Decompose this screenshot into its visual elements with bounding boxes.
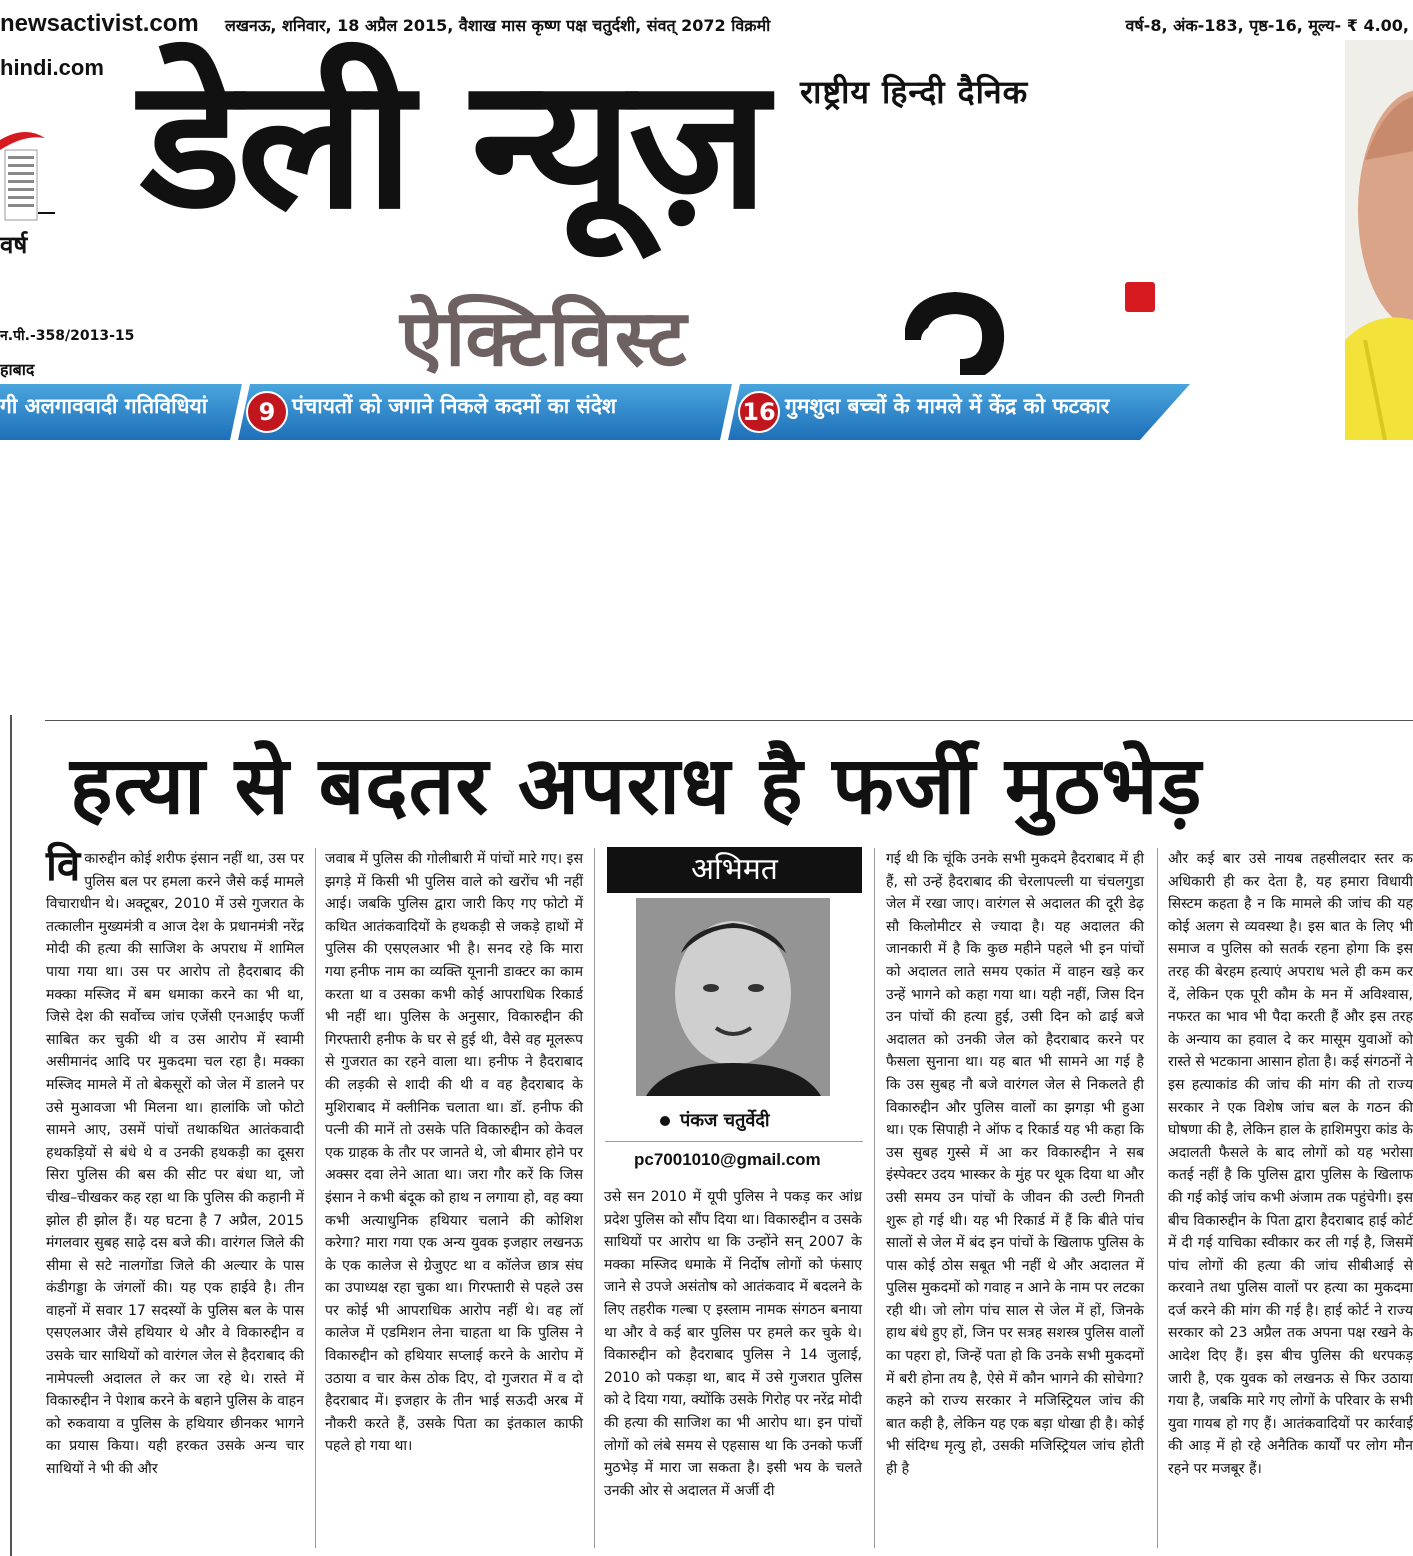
masthead-subtitle: ऐक्टिविस्ट <box>400 294 689 384</box>
column-1-text: कारुद्दीन कोई शरीफ इंसान नहीं था, उस पर पुलिस बल पर हमला करने जैसे कई मामले विचाराधीन थे। अक्टूबर, 2010 में उसे गुजरात के तत्कालीन मुख्यमंत्री व आज देश के प्रधानमंत्री नरेंद्र मोदी की हत्या की साजिश के अपराध में शामिल पाया गया था। उस पर आरोप तो हैदराबाद की मक्का मस्जिद में बम धमाका करने का भी था, जिसे देश की सर्वोच्च जांच एजेंसी एनआईए फर्जी साबित कर चुकी थी व उस आरोप में स्वामी असीमानंद आदि पर मुकदमा चल रहा है। मक्का मस्जिद मामले में तो बेकसूरों को जेल में डालने पर उसे मुआवजा भी मिलना था। हालांकि जो फोटो सामने आए, उसमें पांचों तथाकथित आतंकवादी हथकड़ियों से बंधे थे व उनकी हथकड़ी का दूसरा सिरा पुलिस की बस की सीट पर बंधा था, जो चीख–चीखकर कह रहा था कि पुलिस की कहानी में झोल ही झोल हैं। यह घटना है 7 अप्रैल, 2015 मंगलवार सुबह साढ़े दस बजे की। वारंगल जिले की सीमा से सटे नालगोंडा जिले की अल्यार के पास कंडीगड्डा के जंगलों की। यह एक हाईवे है। तीन वाहनों में सवार 17 सदस्यों के पुलिस बल के पास एसएलआर जैसे हथियार थे और वे विकारुद्दीन व उसके चार साथियों को वारंगल जेल से हैदराबाद की नामेपल्ली अदालत ले कर जा रहे थे। रास्ते में विकारुद्दीन ने पेशाब करने के बहाने पुलिस के वाहन को रुकवाया व पुलिस के हथियार छीनकर भागने का प्रयास किया। यही हरकत उसके अन्य चार साथियों ने भी की और <box>46 851 304 1478</box>
article-top-rule <box>45 720 1413 721</box>
masthead-red-dot <box>1125 282 1155 312</box>
ribbon-teaser-2[interactable]: पंचायतों को जगाने निकले कदमों का संदेश <box>292 394 617 418</box>
ribbon-teaser-3[interactable]: गुमशुदा बच्चों के मामले में केंद्र को फटकार <box>785 394 1110 418</box>
ribbon-teaser-1[interactable]: गी अलगाववादी गतिविधियां <box>0 394 208 418</box>
author-rule <box>605 1141 863 1142</box>
article-column-5: और कई बार उसे नायब तहसीलदार स्तर क अधिकारी ही कर देता है, यह हमारा विधायी सिस्टम कहता है न कि मामले की जांच की यह कोई अलग से व्यवस्था है। इस बात के लिए भी समाज व पुलिस को सतर्क रहना होगा कि इस तरह की बेरहम हत्याएं अपराध भले ही कम कर दें, लेकिन एक पूरी कौम के मन में अविश्वास, नफरत का भाव भी पैदा करती हैं और इस तरह के अन्याय का हवाल दे कर मासूम युवाओं को रास्ते से भटकाना आसान होता है। कई संगठनों ने इस हत्याकांड की जांच की मांग की तो राज्य सरकार ने एक विशेष जांच बल के गठन की घोषणा की है, लेकिन हाल के हाशिमपुरा कांड के अदालती फैसले के बाद लोगों को यह भरोसा कतई नहीं है कि पुलिस द्वारा पुलिस के खिलाफ की गई कोई जांच कभी अंजाम तक पहुंचेगी। इस बीच विकारुद्दीन के पिता द्वारा हैदराबाद हाई कोर्ट में दी गई याचिका स्वीकार कर ली गई है, जिसमें पांच लोगों की हत्या की जांच सीबीआई से करवाने तथा पुलिस वालों पर हत्या का मुकदमा दर्ज करने की मांग की गई है। हाई कोर्ट ने राज्य सरकार को 23 अप्रैल तक अपना पक्ष रखने के आदेश दिए हैं। इस बीच पुलिस की धरपकड़ जारी है, एक युवक को लखनऊ से फिर उठाया गया है, जबकि मारे गए लोगों के परिवार के सभी युवा गायब हो गए हैं। आतंकवादियों पर कार्रवाई की आड़ में हो रहे अनैतिक कार्यों पर लोग मौन रहने पर मजबूर हैं। <box>1168 851 1413 1478</box>
article-left-rule <box>10 715 12 1556</box>
author-photo <box>636 898 830 1096</box>
article-column-2: जवाब में पुलिस की गोलीबारी में पांचों मारे गए। इस झगड़े में किसी भी पुलिस वाले को खरोंच भी नहीं आई। जबकि पुलिस द्वारा जारी किए गए फोटो में कथित आतंकवादियों के हथकड़ी से जकड़े हाथों में पुलिस की एसएलआर भी है। सनद रहे कि मारा गया हनीफ नाम का व्यक्ति यूनानी डाक्टर का काम करता था व उसका कभी कोई आपराधिक रिकार्ड भी नहीं था। पुलिस के अनुसार, विकारुद्दीन की गिरफ्तारी हनीफ के घर से हुई थी, वैसे वह मूलरूप से गुजरात का रहने वाला था। हनीफ ने हैदराबाद की लड़की से शादी की थी व वह हैदराबाद के मुशिराबाद में क्लीनिक चलाता था। डॉ. हनीफ की पत्नी की मानें तो उसके पति विकारुद्दीन को केवल एक ग्राहक के तौर पर जानते थे, जो बीमार होने पर अक्सर दवा लेने आता था। जरा गौर करें कि जिस इंसान ने कभी बंदूक को हाथ न लगाया हो, वह क्या कभी अत्याधुनिक हथियार चलाने की कोशिश करेगा? मारा गया एक अन्य युवक इजहार लखनऊ के एक कालेज से ग्रेजुएट था व कॉलेज छात्र संघ का उपाध्यक्ष रहा चुका था। गिरफ्तारी से पहले उस पर कोई भी आपराधिक आरोप नहीं थे। वह लॉ कालेज में एडमिशन लेना चाहता था कि पुलिस ने विकारुद्दीन को हथियार सप्लाई करने के आरोप में उठाया व चार केस ठोक दिए, दो गुजरात में व दो हैदराबाद में। इजहार के तीन भाई सऊदी अरब में नौकरी करते हैं, उसके पिता का इंतकाल काफी पहले हो गया था। <box>325 851 583 1455</box>
column-divider <box>874 848 875 1548</box>
site-url[interactable]: newsactivist.com <box>0 10 199 37</box>
anniversary-logo-icon <box>0 120 55 230</box>
bullet-icon <box>660 1116 670 1126</box>
article-column-1 <box>46 841 304 1481</box>
article-column-4: गई थी कि चूंकि उनके सभी मुकदमे हैदराबाद में ही हैं, सो उन्हें हैदराबाद की चेरलापल्ली या चंचलगुडा जेल में रखा जाए। वारंगल से अदालत की दूरी डेढ़ सौ किलोमीटर से ज्यादा है। यह अदालत की जानकारी में है कि कुछ महीने पहले भी इन पांचों को अदालत लाते समय एकांत में वाहन खड़े कर उन्हें भागने को कहा गया था। यही नहीं, जिस दिन उन पांचों की हत्या हुई, उसी दिन को ढाई बजे अदालत को उनकी जेल को हैदराबाद करने पर फैसला सुनाना था। यह बात भी सामने आ गई है कि उस सुबह नौ बजे वारंगल जेल से निकलते ही विकारुद्दीन और पुलिस वालों का झगड़ा भी हुआ था। एक सिपाही ने ऑफ द रिकार्ड यह भी कहा कि उस सुबह गुस्से में आ कर विकारुद्दीन ने सब इंस्पेक्टर उदय भास्कर के मुंह पर थूक दिया था और उसी समय उन पांचों के जीवन की उल्टी गिनती शुरू हो गई थी। यह भी रिकार्ड में हैं कि बीते पांच सालों से जेल में बंद इन पांचों के खिलाफ पुलिस के पास कोई ठोस सबूत भी नहीं थे और अदालत में पुलिस मुकदमों को गवाह न आने के नाम पर लटका रही थी। जो लोग पांच साल से जेल में हों, जिनके हाथ बंधे हुए हों, जिन पर सत्रह सशस्त्र पुलिस वालों का पहरा हो, जिन्हें पता हो कि उनके सभी मुकदमों में बरी होना तय है, ऐसे में कौन भागने की सोचेगा? कहने को राज्य सरकार ने मजिस्ट्रियल जांच की बात कही है, लेकिन यह एक बड़ा धोखा ही है। कोई भी संदिग्ध मृत्यु हो, उसकी मजिस्ट्रियल जांच होती ही है <box>886 851 1144 1478</box>
dateline: लखनऊ, शनिवार, 18 अप्रैल 2015, वैशाख मास कृष्ण पक्ष चतुर्दशी, संवत् 2072 विक्रमी <box>225 16 771 35</box>
issue-info: वर्ष-8, अंक-183, पृष्ठ-16, मूल्य- ₹ 4.00, <box>1125 16 1409 35</box>
ribbon-page-badge-9: 9 <box>246 391 288 433</box>
anniversary-numeral-icon <box>905 285 1005 375</box>
section-label-abhimat: अभिमत <box>607 847 862 893</box>
column-divider <box>315 848 316 1548</box>
person-photo <box>1345 40 1413 440</box>
ribbon-page-badge-16: 16 <box>738 391 780 433</box>
drop-cap: वि <box>46 841 81 890</box>
article-headline: हत्या से बदतर अपराध है फर्जी मुठभेड़ <box>70 739 1203 832</box>
masthead-tagline: राष्ट्रीय हिन्दी दैनिक <box>800 73 1029 111</box>
masthead-title: डेली न्यूज़ <box>140 40 765 249</box>
column-divider <box>594 848 595 1548</box>
site-url-secondary[interactable]: hindi.com <box>0 55 104 80</box>
registration-number: न.पी.-358/2013-15 <box>0 328 135 344</box>
year-label: वर्ष <box>0 231 28 259</box>
author-name: पंकज चतुर्वेदी <box>680 1110 770 1131</box>
article-column-3: उसे सन 2010 में यूपी पुलिस ने पकड़ कर आंध्र प्रदेश पुलिस को सौंप दिया था। विकारुद्दीन व उसके साथियों पर आरोप था कि उन्होंने सन् 2007 के मक्का मस्जिद धमाके में निर्दोष लोगों को फंसाए जाने से उपजे असंतोष को आतंकवाद में बदलने के लिए तहरीक गल्बा ए इस्लाम नामक संगठन बनाया था और वे कई बार पुलिस पर हमले कर चुके थे। विकारुद्दीन को हैदराबाद पुलिस ने 14 जुलाई, 2010 को पकड़ा था, बाद में उसे गुजरात पुलिस को दे दिया गया, क्योंकि उसके गिरोह पर नरेंद्र मोदी की हत्या की साजिश का भी आरोप था। इन पांचों लोगों को लंबे समय से एहसास था कि उनको फर्जी मुठभेड़ में मारा जा सकता है। इसी भय के चलते उनकी ओर से अदालत में अर्जी दी <box>604 1189 862 1499</box>
edition-city: हाबाद <box>0 360 35 379</box>
author-email[interactable]: pc7001010@gmail.com <box>634 1150 821 1169</box>
column-divider <box>1157 848 1158 1548</box>
